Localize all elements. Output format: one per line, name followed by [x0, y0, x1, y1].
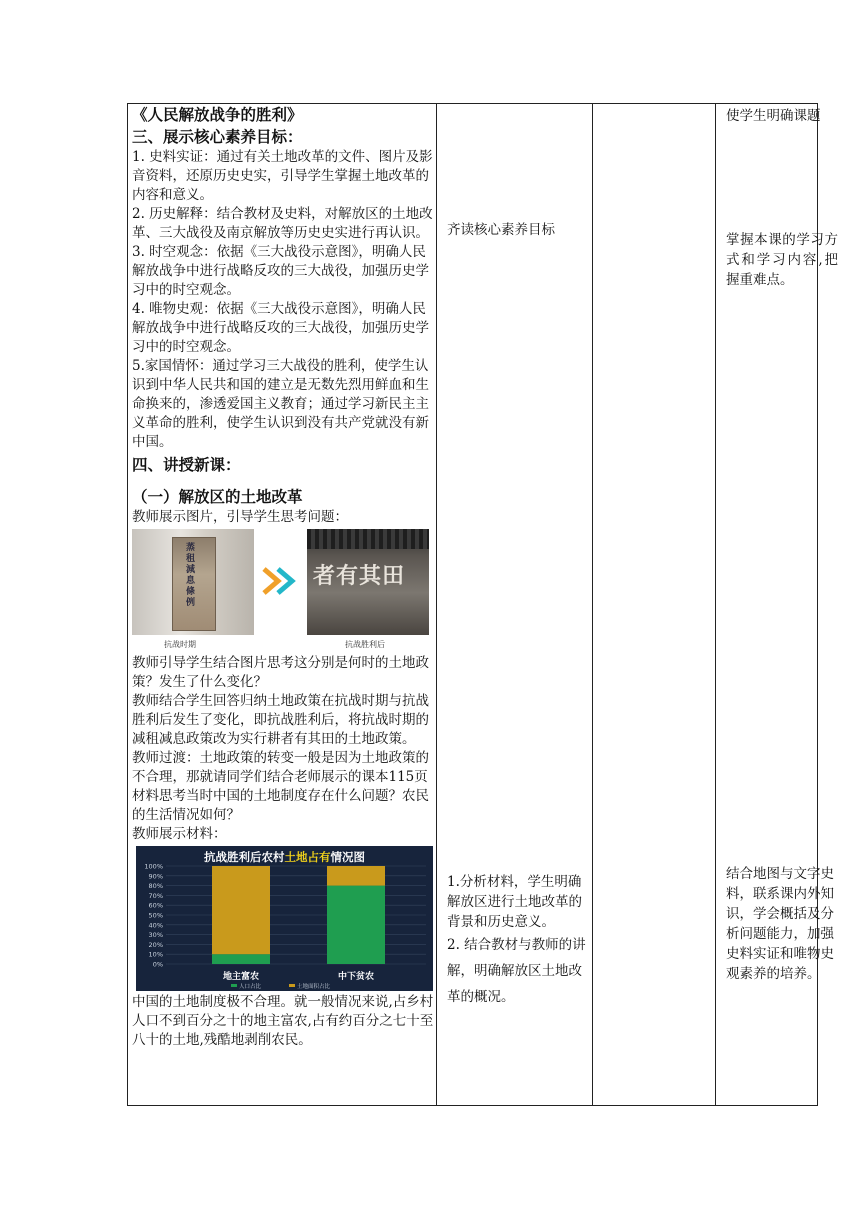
- legend-swatch: [231, 984, 237, 987]
- teaching-content-column: [128, 104, 436, 1105]
- y-tick-label: 40%: [148, 921, 163, 930]
- y-tick-label: 100%: [144, 862, 163, 871]
- y-tick-label: 50%: [148, 911, 163, 920]
- subsection-heading: （一）解放区的土地改革: [132, 488, 303, 506]
- goal-item: 2. 历史解释：结合教材及史料，对解放区的土地改革、三大战役及南京解放等历史史实进行再认识。: [132, 206, 433, 241]
- activity-block: [447, 872, 589, 1010]
- activity-read-goals: 齐读核心素养目标: [447, 222, 555, 238]
- y-tick-label: 70%: [148, 891, 163, 900]
- bar-segment: [327, 866, 385, 886]
- paragraph: 中国的土地制度极不合理。就一般情况来说,占乡村人口不到百分之十的地主富农,占有约百分之七十至八十的土地,残酷地剥削农民。: [132, 994, 434, 1048]
- land-ownership-chart: [136, 846, 433, 991]
- image-caption: 抗战胜利后: [345, 640, 385, 649]
- wall-slogan: 者有其田: [313, 563, 406, 589]
- y-tick-label: 60%: [148, 901, 163, 910]
- legend-label: 土地面积占比: [297, 984, 331, 990]
- activity-item: 1.分析材料，学生明确解放区进行土地改革的背景和历史意义。: [447, 874, 582, 930]
- y-tick-label: 90%: [148, 872, 163, 881]
- legend-label: 人口占比: [239, 984, 262, 990]
- intent-item: 结合地图与文字史料，联系课内外知识，学会概括及分析问题能力，加强史料实证和唯物史观素养的培养。: [726, 866, 834, 982]
- intent-item: 掌握本课的学习方式和学习内容,把握重难点。: [726, 232, 838, 288]
- paragraph: 教师展示图片，引导学生思考问题：: [132, 509, 348, 525]
- activity-item: 2. 结合教材与教师的讲解，明确解放区土地改革的概况。: [447, 937, 586, 1005]
- y-tick-label: 10%: [148, 950, 163, 959]
- image-caption: 抗战时期: [164, 640, 196, 649]
- x-category-label: 地主富农: [222, 972, 260, 982]
- chart-plot: [136, 846, 433, 991]
- intent-item: 使学生明确课题: [726, 108, 821, 124]
- goal-item: 1. 史料实证：通过有关土地改革的文件、图片及影音资料，还原历史史实，引导学生掌握土地改革的内容和意义。: [132, 149, 433, 203]
- section-heading-new-lesson: 四、讲授新课：: [132, 456, 241, 474]
- bar-segment: [212, 866, 270, 954]
- paragraph: 教师结合学生回答归纳土地政策在抗战时期与抗战胜利后发生了变化，即抗战胜利后，将抗战时期的减租减息政策改为实行耕者有其田的土地政策。: [132, 693, 429, 747]
- y-tick-label: 0%: [152, 960, 163, 969]
- student-activity-column: [437, 104, 592, 1105]
- y-tick-label: 80%: [148, 882, 163, 891]
- paragraph: 教师引导学生结合图片思考这分别是何时的土地政策？发生了什么变化？: [132, 655, 429, 690]
- x-category-label: 中下贫农: [337, 972, 375, 982]
- legend-swatch: [289, 984, 295, 987]
- design-intent-column: [716, 104, 839, 1105]
- arrow-right-icon: [260, 565, 304, 597]
- policy-images: [132, 529, 434, 654]
- section-heading-goals: 三、展示核心素养目标：: [132, 128, 303, 146]
- chart-title-part: 抗战胜利后农村: [204, 850, 285, 864]
- paragraph: 教师展示材料：: [132, 826, 227, 842]
- chart-title-part: 情况图: [330, 850, 365, 864]
- booklet-title: 蒸租減息條例: [186, 543, 196, 608]
- chart-title-highlight: 土地占有: [284, 850, 331, 864]
- goal-item: 3. 时空观念：依据《三大战役示意图》，明确人民解放战争中进行战略反攻的三大战役，加强历史学习中的时空观念。: [132, 244, 429, 298]
- lesson-title: 《人民解放战争的胜利》: [132, 106, 303, 124]
- regulation-booklet-image: [132, 529, 254, 635]
- y-tick-label: 20%: [148, 940, 163, 949]
- paragraph: 教师过渡：土地政策的转变一般是因为土地政策的不合理，那就请同学们结合老师展示的课本115页材料思考当时中国的土地制度存在什么问题？农民的生活情况如何？: [132, 750, 429, 823]
- lesson-plan-table: [127, 103, 838, 1106]
- bar-segment: [327, 886, 385, 964]
- roof-tiles: [307, 529, 429, 549]
- y-tick-label: 30%: [148, 931, 163, 940]
- goal-item: 4. 唯物史观：依据《三大战役示意图》，明确人民解放战争中进行战略反攻的三大战役，加强历史学习中的时空观念。: [132, 301, 429, 355]
- column-divider: [592, 104, 593, 1105]
- goal-item: 5.家国情怀：通过学习三大战役的胜利，使学生认识到中华人民共和国的建立是无数先烈用鲜血和生命换来的，渗透爱国主义教育；通过学习新民主主义革命的胜利，使学生认识到没有共产党就没有新中国。: [132, 358, 429, 450]
- land-to-tiller-wall-image: [307, 529, 429, 635]
- bar-segment: [212, 954, 270, 964]
